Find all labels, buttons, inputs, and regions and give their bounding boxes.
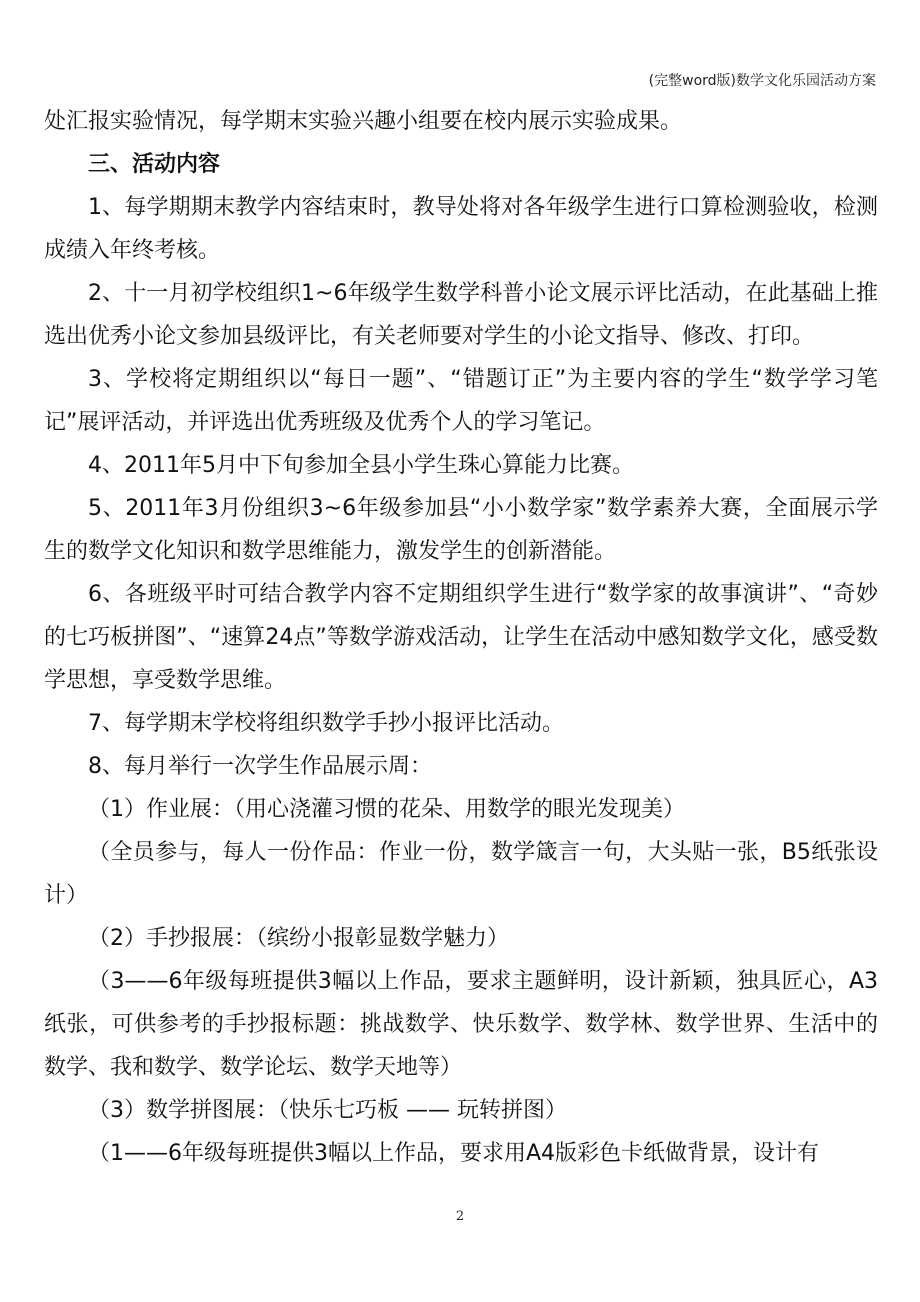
document-header-title: (完整word版)数学文化乐园活动方案	[648, 73, 876, 89]
section-heading-activity-content: 三、活动内容	[88, 152, 221, 177]
paragraph-homework-exhibit-details: （全员参与，每人一份作品：作业一份，数学箴言一句，大头贴一张，B5纸张设计）	[44, 840, 878, 908]
paragraph-item-5: 5、2011年3月份组织3~6年级参加县“小小数学家”数学素养大赛，全面展示学生的数学文化知识和数学思维能力，激发学生的创新潜能。	[44, 496, 878, 564]
paragraph-item-4: 4、2011年5月中下旬参加全县小学生珠心算能力比赛。	[88, 453, 634, 478]
paragraph-sub-item-puzzle-exhibit: （3）数学拼图展：（快乐七巧板 —— 玩转拼图）	[88, 1098, 567, 1123]
document-body	[44, 100, 878, 1175]
paragraph-sub-item-handwritten-newspaper: （2）手抄报展：（缤纷小报彰显数学魅力）	[88, 926, 509, 951]
page-number: 2	[455, 1209, 465, 1224]
paragraph-puzzle-exhibit-details: （1——6年级每班提供3幅以上作品，要求用A4版彩色卡纸做背景，设计有	[88, 1141, 820, 1166]
paragraph-item-3: 3、学校将定期组织以“每日一题”、“错题订正”为主要内容的学生“数学学习笔记”展评活动，并评选出优秀班级及优秀个人的学习笔记。	[44, 367, 878, 435]
paragraph-item-8: 8、每月举行一次学生作品展示周：	[88, 754, 432, 779]
paragraph-item-7: 7、每学期末学校将组织数学手抄小报评比活动。	[88, 711, 564, 736]
paragraph-continuation: 处汇报实验情况，每学期末实验兴趣小组要在校内展示实验成果。	[44, 109, 683, 134]
paragraph-item-1: 1、每学期期末教学内容结束时，教导处将对各年级学生进行口算检测验收，检测成绩入年终考核。	[44, 195, 878, 263]
paragraph-item-6: 6、各班级平时可结合教学内容不定期组织学生进行“数学家的故事演讲”、“奇妙的七巧板拼图”、“速算24点”等数学游戏活动，让学生在活动中感知数学文化，感受数学思想，享受数学思维。	[44, 582, 878, 693]
paragraph-handwritten-newspaper-details: （3——6年级每班提供3幅以上作品，要求主题鲜明，设计新颖，独具匠心，A3纸张，可供参考的手抄报标题：挑战数学、快乐数学、数学林、数学世界、生活中的数学、我和数学、数学论坛、数学天地等）	[44, 969, 878, 1080]
paragraph-item-2: 2、十一月初学校组织1~6年级学生数学科普小论文展示评比活动，在此基础上推选出优秀小论文参加县级评比，有关老师要对学生的小论文指导、修改、打印。	[44, 281, 878, 349]
paragraph-sub-item-homework-exhibit: （1）作业展：（用心浇灌习惯的花朵、用数学的眼光发现美）	[88, 797, 685, 822]
